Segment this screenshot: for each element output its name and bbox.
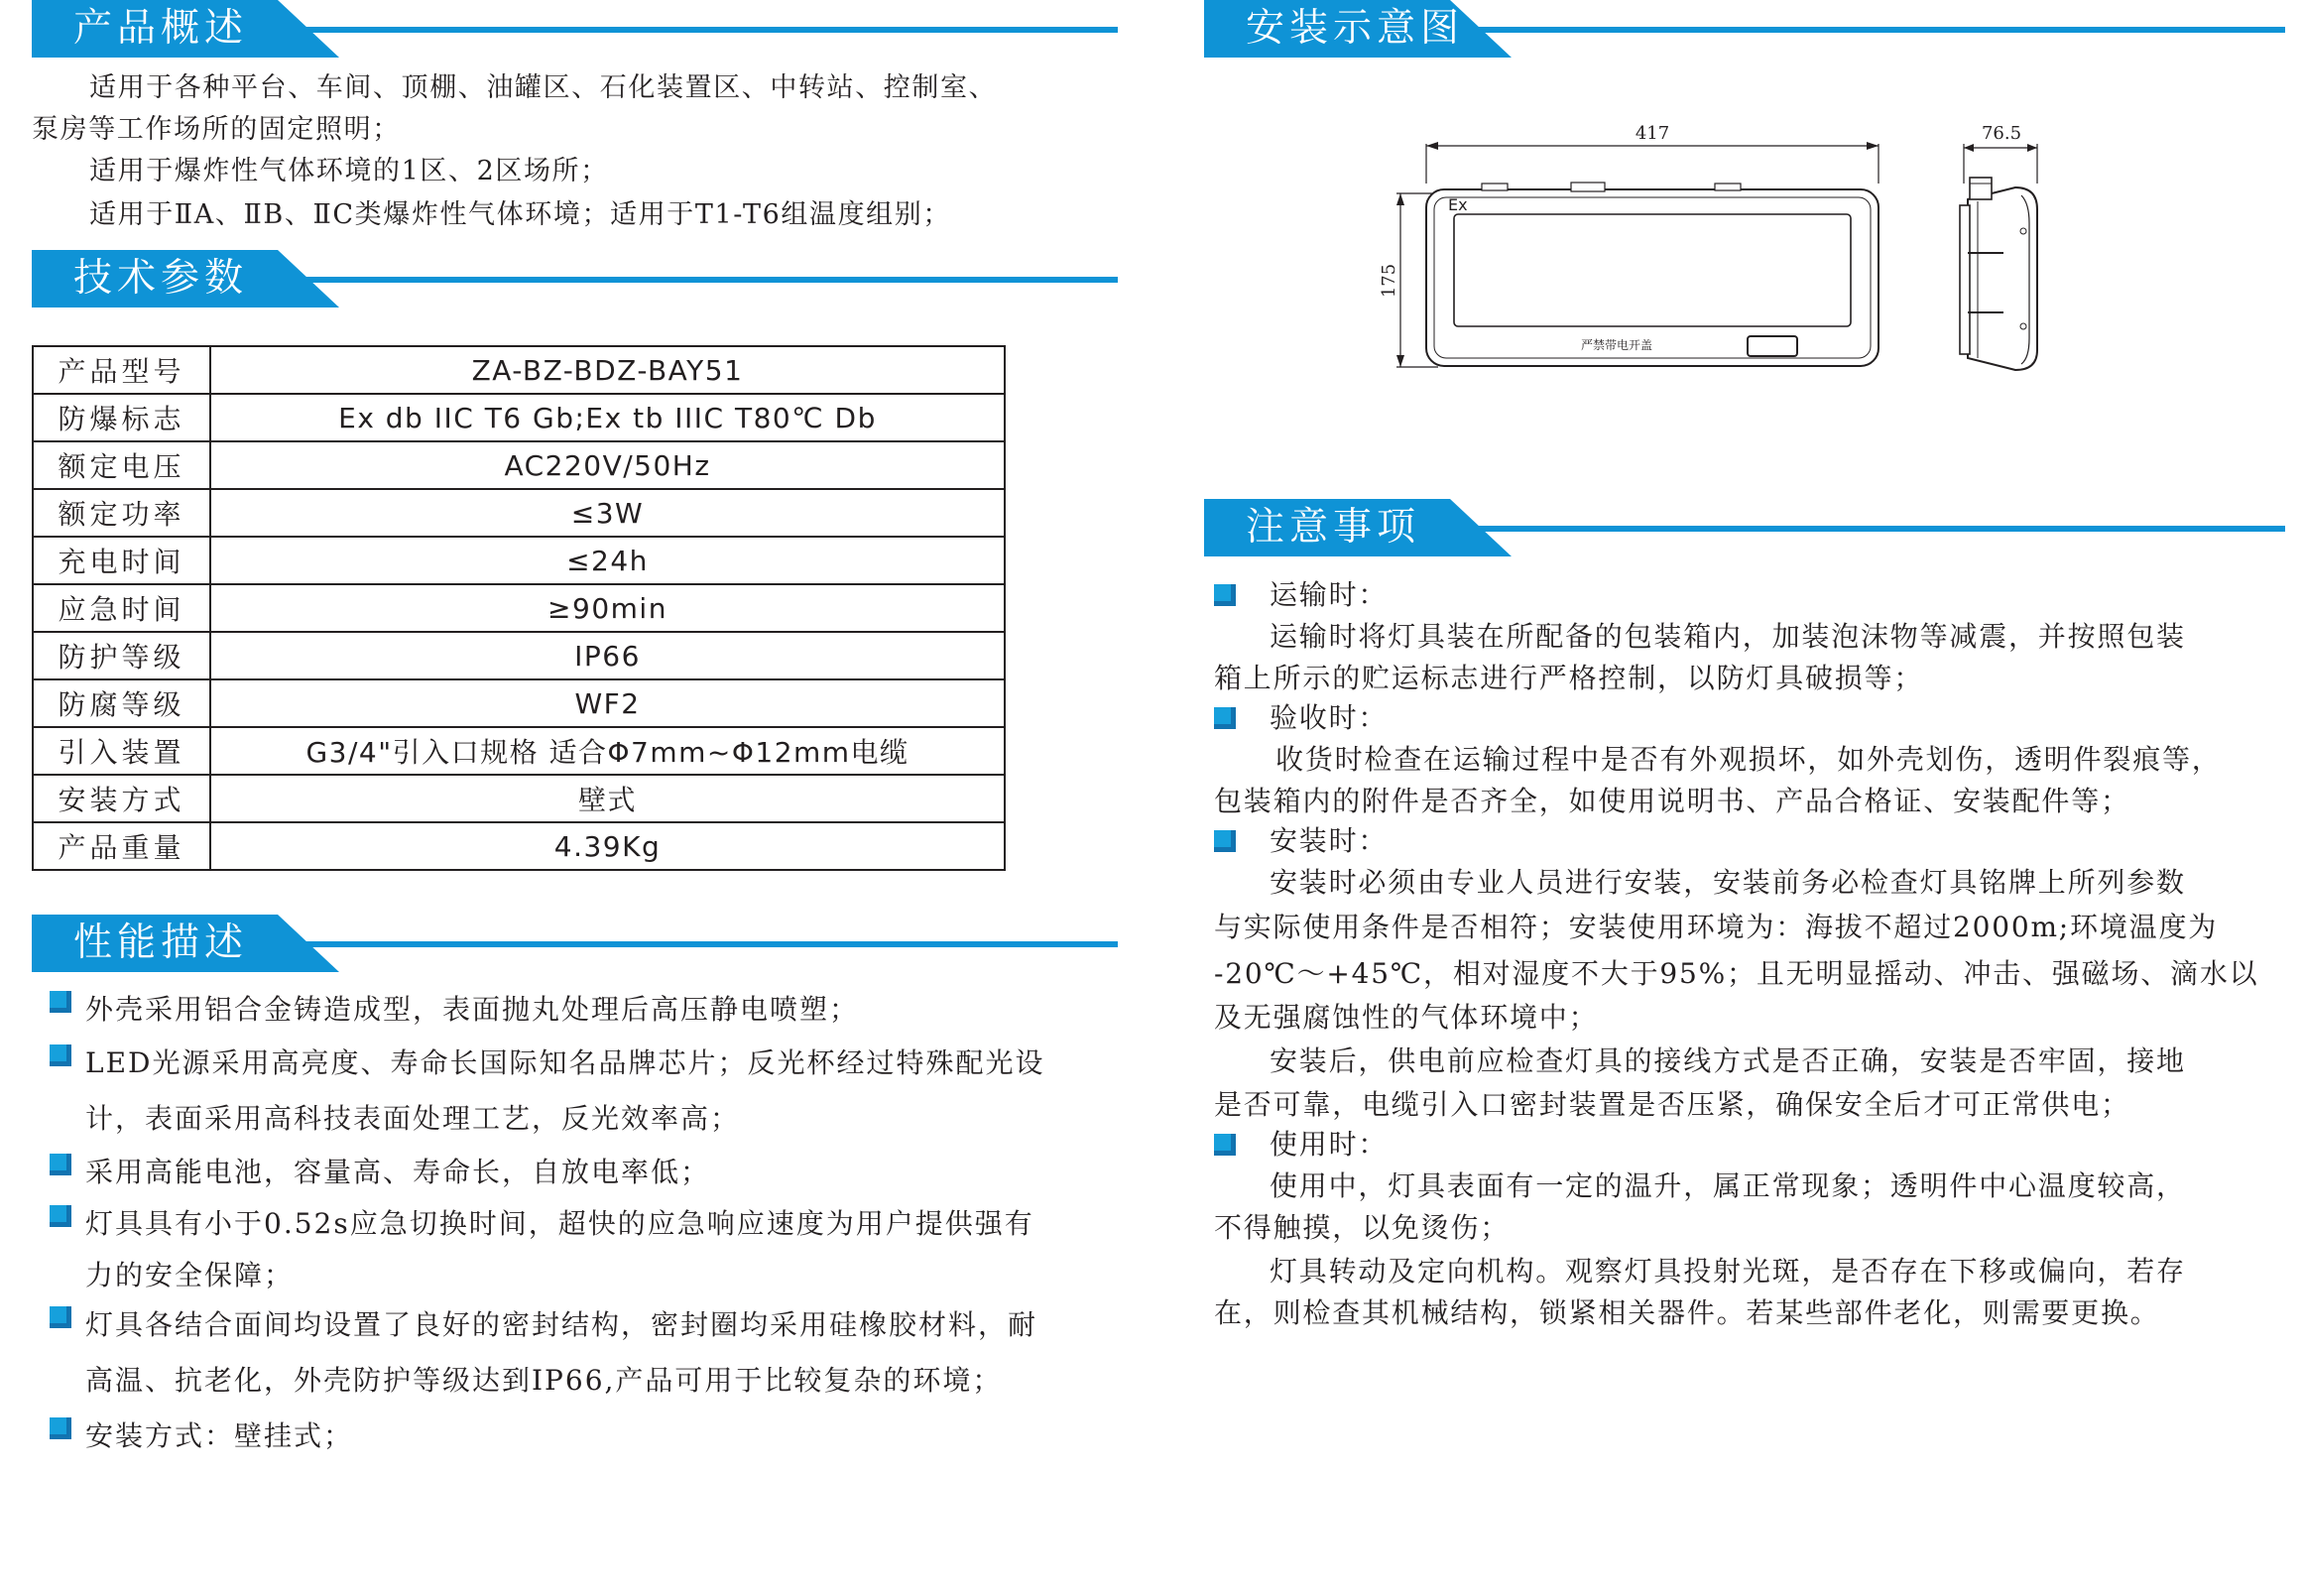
note-text: 不得触摸，以免烫伤； — [1214, 1211, 1511, 1244]
install-diagram — [1379, 114, 2077, 392]
note-title-use: 使用时： — [1270, 1128, 1389, 1161]
bullet-text-cont: 力的安全保障； — [85, 1259, 295, 1291]
dimension-depth-label: 76.5 — [1981, 123, 2022, 144]
table-row — [33, 346, 1005, 394]
note-text: 运输时将灯具装在所配备的包装箱内，加装泡沫物等减震，并按照包装 — [1270, 620, 2186, 653]
spec-value: AC220V/50Hz — [210, 441, 1005, 489]
note-text: -20℃～+45℃，相对湿度不大于95%；且无明显摇动、冲击、强磁场、滴水以 — [1214, 957, 2259, 990]
square-bullet-icon — [50, 1205, 71, 1227]
section-header-notes — [1204, 499, 2285, 556]
square-bullet-icon — [1214, 584, 1236, 606]
section-header-params — [32, 250, 1118, 307]
section-header-performance — [32, 915, 1118, 972]
note-title-transport: 运输时： — [1270, 578, 1389, 611]
spec-value: WF2 — [210, 679, 1005, 727]
section-title: 注意事项 — [1246, 505, 1421, 550]
spec-key: 产品重量 — [33, 822, 210, 870]
dimension-height-label: 175 — [1379, 263, 1399, 299]
spec-value: 4.39Kg — [210, 822, 1005, 870]
spec-value: Ex db IIC T6 Gb;Ex tb IIIC T80℃ Db — [210, 394, 1005, 441]
table-row — [33, 632, 1005, 679]
square-bullet-icon — [1214, 830, 1236, 852]
square-bullet-icon — [50, 1044, 71, 1066]
square-bullet-icon — [1214, 1134, 1236, 1156]
section-title: 产品概述 — [73, 6, 249, 51]
table-row — [33, 822, 1005, 870]
table-row — [33, 679, 1005, 727]
note-text: 与实际使用条件是否相符；安装使用环境为：海拔不超过2000m;环境温度为 — [1214, 911, 2219, 943]
section-title: 技术参数 — [73, 256, 249, 301]
section-title: 性能描述 — [73, 921, 249, 965]
overview-line-2: 泵房等工作场所的固定照明； — [32, 114, 401, 145]
spec-key: 额定电压 — [33, 441, 210, 489]
note-text: 在，则检查其机械结构，锁紧相关器件。若某些部件老化，则需要更换。 — [1214, 1296, 2160, 1329]
bullet-text: 灯具具有小于0.52s应急切换时间，超快的应急响应速度为用户提供强有 — [85, 1207, 1034, 1240]
note-text: 安装后，供电前应检查灯具的接线方式是否正确，安装是否牢固，接地 — [1270, 1044, 2186, 1077]
spec-value: 壁式 — [210, 775, 1005, 822]
square-bullet-icon — [50, 991, 71, 1013]
spec-key: 防爆标志 — [33, 394, 210, 441]
spec-key: 安装方式 — [33, 775, 210, 822]
spec-value: ZA-BZ-BDZ-BAY51 — [210, 346, 1005, 394]
table-row — [33, 727, 1005, 775]
overview-line-4: 适用于ⅡA、ⅡB、ⅡC类爆炸性气体环境；适用于T1-T6组温度组别； — [89, 199, 951, 230]
table-row — [33, 775, 1005, 822]
square-bullet-icon — [50, 1306, 71, 1328]
section-header-overview — [32, 0, 1118, 58]
note-text: 是否可靠，电缆引入口密封装置是否压紧，确保安全后才可正常供电； — [1214, 1088, 2130, 1121]
table-row — [33, 394, 1005, 441]
overview-line-3: 适用于爆炸性气体环境的1区、2区场所； — [89, 156, 609, 186]
section-header-install-diagram — [1204, 0, 2285, 58]
spec-key: 防护等级 — [33, 632, 210, 679]
spec-key: 防腐等级 — [33, 679, 210, 727]
table-row — [33, 537, 1005, 584]
ex-mark: Ex — [1448, 195, 1468, 214]
square-bullet-icon — [1214, 707, 1236, 729]
spec-table — [32, 345, 1006, 871]
spec-key: 额定功率 — [33, 489, 210, 537]
note-text: 收货时检查在运输过程中是否有外观损坏，如外壳划伤，透明件裂痕等， — [1275, 743, 2222, 776]
note-text: 箱上所示的贮运标志进行严格控制，以防灯具破损等； — [1214, 662, 1924, 694]
note-text: 包装箱内的附件是否齐全，如使用说明书、产品合格证、安装配件等； — [1214, 785, 2130, 817]
note-text: 灯具转动及定向机构。观察灯具投射光斑，是否存在下移或偏向，若存 — [1270, 1255, 2186, 1288]
spec-value: ≤24h — [210, 537, 1005, 584]
spec-key: 应急时间 — [33, 584, 210, 632]
note-text: 及无强腐蚀性的气体环境中； — [1214, 1001, 1599, 1034]
spec-key: 充电时间 — [33, 537, 210, 584]
table-row — [33, 584, 1005, 632]
panel-warning-text: 严禁带电开盖 — [1581, 338, 1653, 352]
section-title: 安装示意图 — [1246, 6, 1465, 51]
spec-value: IP66 — [210, 632, 1005, 679]
bullet-text: 灯具各结合面间均设置了良好的密封结构，密封圈均采用硅橡胶材料，耐 — [85, 1308, 1038, 1341]
spec-key: 引入装置 — [33, 727, 210, 775]
spec-value: G3/4"引入口规格 适合Φ7mm~Φ12mm电缆 — [210, 727, 1005, 775]
spec-key: 产品型号 — [33, 346, 210, 394]
table-row — [33, 441, 1005, 489]
bullet-text: 安装方式：壁挂式； — [85, 1419, 354, 1452]
spec-value: ≥90min — [210, 584, 1005, 632]
note-text: 使用中，灯具表面有一定的温升，属正常现象；透明件中心温度较高， — [1270, 1169, 2186, 1202]
bullet-text: 采用高能电池，容量高、寿命长，自放电率低； — [85, 1156, 711, 1188]
overview-line-1: 适用于各种平台、车间、顶棚、油罐区、石化装置区、中转站、控制室、 — [89, 72, 998, 103]
bullet-text: LED光源采用高亮度、寿命长国际知名品牌芯片；反光杯经过特殊配光设 — [85, 1046, 1045, 1079]
bullet-text-cont: 高温、抗老化，外壳防护等级达到IP66,产品可用于比较复杂的环境； — [85, 1364, 1003, 1397]
square-bullet-icon — [50, 1417, 71, 1439]
bullet-text: 外壳采用铝合金铸造成型，表面抛丸处理后高压静电喷塑； — [85, 993, 860, 1026]
note-text: 安装时必须由专业人员进行安装，安装前务必检查灯具铭牌上所列参数 — [1270, 866, 2186, 899]
spec-value: ≤3W — [210, 489, 1005, 537]
dimension-width-label: 417 — [1635, 123, 1670, 144]
note-title-install: 安装时： — [1270, 824, 1389, 857]
square-bullet-icon — [50, 1154, 71, 1175]
bullet-text-cont: 计，表面采用高科技表面处理工艺，反光效率高； — [85, 1102, 741, 1135]
note-title-receive: 验收时： — [1270, 701, 1389, 734]
table-row — [33, 489, 1005, 537]
